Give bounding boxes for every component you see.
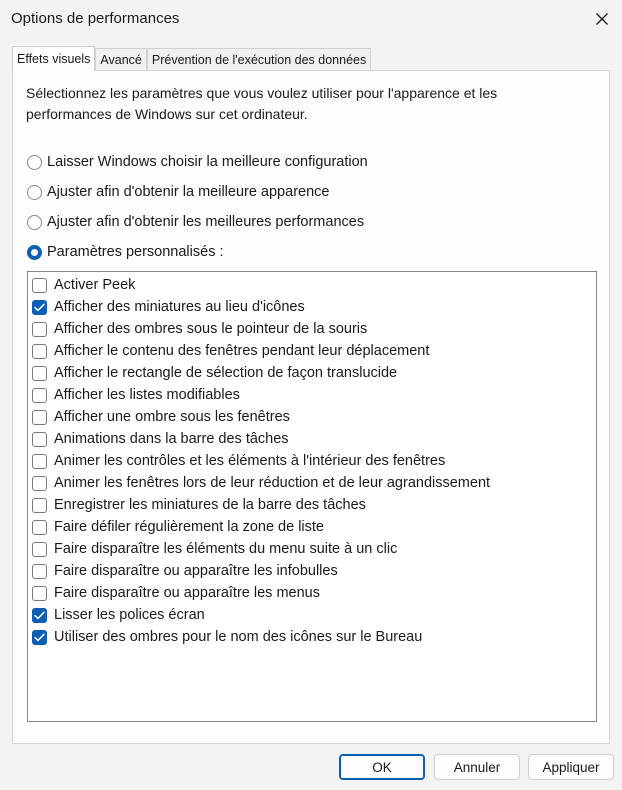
effect-item[interactable] [32, 582, 320, 604]
effect-label: Faire disparaître ou apparaître les infobulles [54, 563, 338, 579]
window-title: Options de performances [11, 10, 180, 27]
tab-panel [12, 70, 610, 744]
effect-item[interactable] [32, 340, 429, 362]
radio-custom[interactable] [27, 242, 224, 262]
effect-label: Animations dans la barre des tâches [54, 431, 289, 447]
checkbox[interactable] [32, 498, 47, 513]
effect-item[interactable] [32, 538, 397, 560]
checkbox[interactable] [32, 344, 47, 359]
effect-item[interactable] [32, 604, 205, 626]
effect-label: Afficher des ombres sous le pointeur de la souris [54, 321, 368, 337]
description-text: Sélectionnez les paramètres que vous voulez utiliser pour l'apparence et les performances de Windows sur cet ordinateur. [26, 85, 498, 122]
effect-item[interactable] [32, 406, 290, 428]
effect-item[interactable] [32, 362, 397, 384]
checkbox[interactable] [32, 476, 47, 491]
radio-best-appearance[interactable] [27, 182, 329, 202]
tab-strip [12, 46, 371, 70]
checkbox[interactable] [32, 278, 47, 293]
radio-indicator [27, 215, 42, 230]
checkmark-icon [34, 611, 45, 620]
effect-item[interactable] [32, 450, 445, 472]
checkbox[interactable] [32, 608, 47, 623]
checkbox[interactable] [32, 454, 47, 469]
radio-indicator [27, 245, 42, 260]
radio-indicator [27, 155, 42, 170]
ok-button[interactable]: OK [339, 754, 425, 780]
checkmark-icon [34, 633, 45, 642]
effect-item[interactable] [32, 428, 289, 450]
title-bar [0, 0, 622, 38]
effect-label: Afficher les listes modifiables [54, 387, 240, 403]
effect-label: Animer les contrôles et les éléments à l'intérieur des fenêtres [54, 453, 446, 469]
effect-label: Afficher des miniatures au lieu d'icônes [54, 299, 305, 315]
effect-label: Utiliser des ombres pour le nom des icônes sur le Bureau [54, 629, 423, 645]
checkbox[interactable] [32, 300, 47, 315]
effect-label: Activer Peek [54, 277, 136, 293]
checkbox[interactable] [32, 630, 47, 645]
checkmark-icon [34, 303, 45, 312]
cancel-button[interactable]: Annuler [434, 754, 520, 780]
effect-item[interactable] [32, 296, 305, 318]
checkbox[interactable] [32, 520, 47, 535]
checkbox[interactable] [32, 410, 47, 425]
radio-label: Ajuster afin d'obtenir la meilleure apparence [47, 184, 330, 200]
radio-best-performance[interactable] [27, 212, 364, 232]
effect-item[interactable] [32, 318, 367, 340]
radio-label: Paramètres personnalisés : [47, 244, 224, 260]
radio-label: Ajuster afin d'obtenir les meilleures performances [47, 214, 365, 230]
tab-effets-visuels[interactable]: Effets visuels [12, 46, 95, 71]
effect-item[interactable] [32, 472, 490, 494]
effect-label: Enregistrer les miniatures de la barre des tâches [54, 497, 366, 513]
effect-item[interactable] [32, 626, 422, 648]
effect-label: Afficher le rectangle de sélection de façon translucide [54, 365, 398, 381]
effect-item[interactable] [32, 516, 324, 538]
effect-label: Lisser les polices écran [54, 607, 205, 623]
tab-prevention-execution[interactable]: Prévention de l'exécution des données [147, 48, 371, 70]
radio-windows-choose[interactable] [27, 152, 368, 172]
effect-label: Faire défiler régulièrement la zone de liste [54, 519, 324, 535]
effect-label: Animer les fenêtres lors de leur réduction et de leur agrandissement [54, 475, 491, 491]
checkbox[interactable] [32, 542, 47, 557]
effect-label: Faire disparaître ou apparaître les menus [54, 585, 320, 601]
close-button[interactable] [588, 5, 616, 33]
visual-effects-list[interactable] [27, 271, 597, 722]
effect-item[interactable] [32, 274, 135, 296]
effect-label: Afficher le contenu des fenêtres pendant leur déplacement [54, 343, 430, 359]
checkbox[interactable] [32, 366, 47, 381]
radio-label: Laisser Windows choisir la meilleure configuration [47, 154, 368, 170]
radio-indicator [27, 185, 42, 200]
checkbox[interactable] [32, 388, 47, 403]
checkbox[interactable] [32, 322, 47, 337]
apply-button[interactable]: Appliquer [528, 754, 614, 780]
checkbox[interactable] [32, 564, 47, 579]
checkbox[interactable] [32, 432, 47, 447]
effect-item[interactable] [32, 560, 338, 582]
tab-avance[interactable]: Avancé [95, 48, 146, 70]
effect-item[interactable] [32, 494, 366, 516]
close-icon [595, 12, 609, 26]
checkbox[interactable] [32, 586, 47, 601]
effect-label: Faire disparaître les éléments du menu suite à un clic [54, 541, 398, 557]
effect-label: Afficher une ombre sous les fenêtres [54, 409, 290, 425]
effect-item[interactable] [32, 384, 240, 406]
